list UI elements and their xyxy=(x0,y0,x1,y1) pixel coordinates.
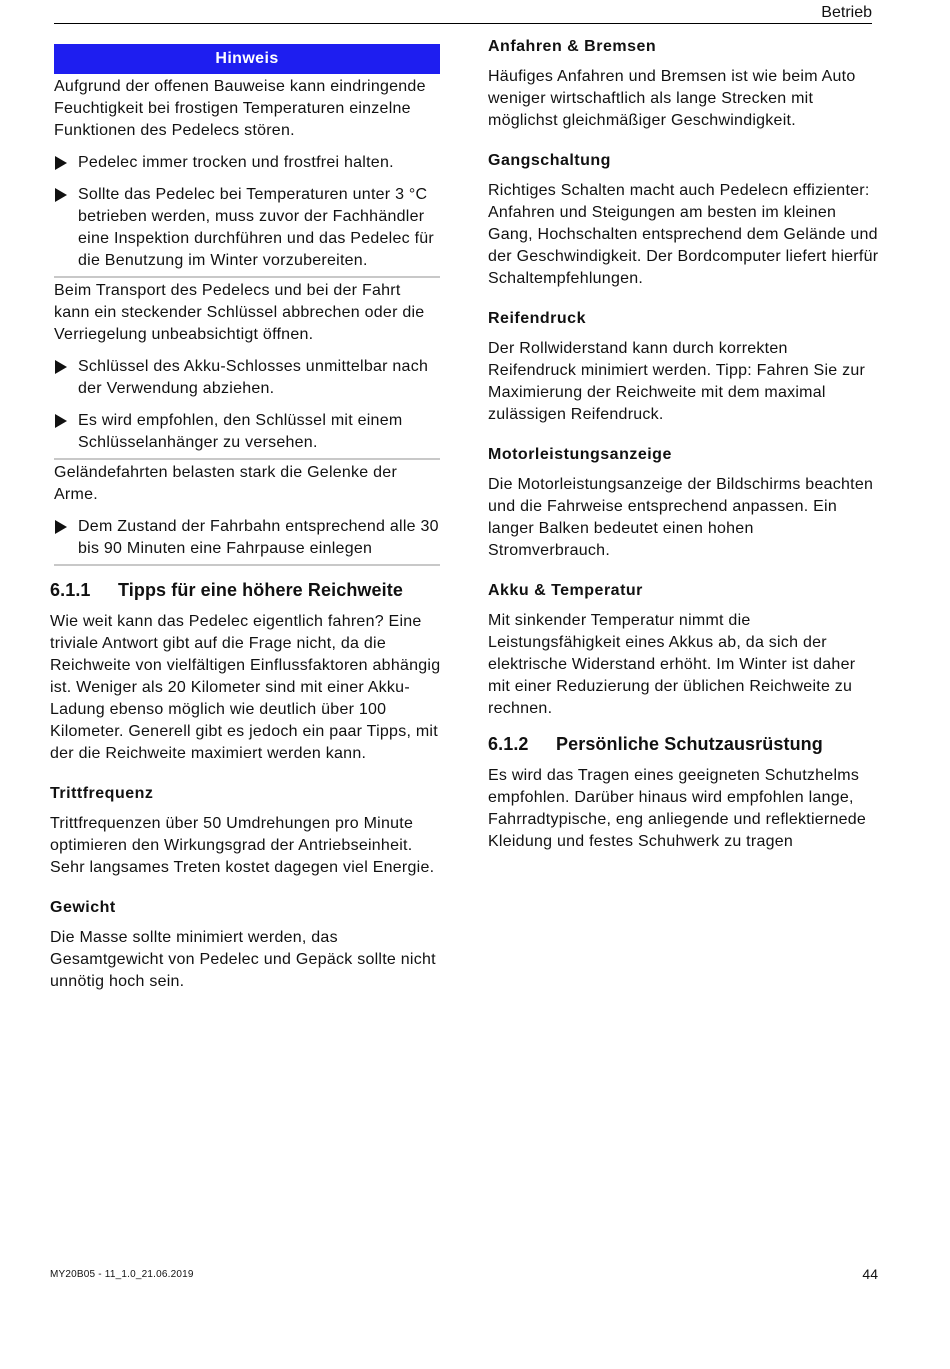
arrow-right-icon xyxy=(54,184,78,272)
tip-text: Der Rollwiderstand kann durch korrekten Reifendruck minimiert werden. Tipp: Fahren Sie zur Maximierung der Reichweite mit dem maximal zulässigen Reifendruck. xyxy=(488,340,866,423)
section-heading-6-1-1 xyxy=(50,580,442,601)
notice-section-terrain xyxy=(54,460,440,566)
footer-doc-id: MY20B05 - 11_1.0_21.06.2019 xyxy=(50,1269,194,1280)
notice-title: Hinweis xyxy=(54,44,440,74)
notice-box xyxy=(54,44,440,566)
bullet-text: Dem Zustand der Fahrbahn entsprechend alle 30 bis 90 Minuten eine Fahrpause einlegen xyxy=(78,518,439,557)
left-column xyxy=(50,44,442,1003)
notice-bullet xyxy=(54,184,440,272)
notice-bullet xyxy=(54,516,440,560)
tip-text: Die Masse sollte minimiert werden, das Gesamtgewicht von Pedelec und Gepäck sollte nicht unnötig hoch sein. xyxy=(50,929,436,990)
bullet-text: Es wird empfohlen, den Schlüssel mit einem Schlüsselanhänger zu versehen. xyxy=(78,412,403,451)
section-title: Tipps für eine höhere Reichweite xyxy=(118,580,403,600)
tip-heading: Gangschaltung xyxy=(488,152,611,169)
section-heading-6-1-2 xyxy=(488,734,880,755)
section-number: 6.1.2 xyxy=(488,734,529,754)
arrow-right-icon xyxy=(54,356,78,400)
tip-heading: Gewicht xyxy=(50,899,116,916)
arrow-right-icon xyxy=(54,516,78,560)
tip-text: Die Motorleistungsanzeige der Bildschirms beachten und die Fahrweise entsprechend anpassen. Ein langer Balken bedeutet einen hohen Stromverbrauch. xyxy=(488,476,874,559)
tip-text: Mit sinkender Temperatur nimmt die Leistungsfähigkeit eines Akkus ab, da sich der elektrische Widerstand erhöht. Im Winter ist daher mit einer Reduzierung der üblichen Reichweite zu rechnen. xyxy=(488,612,856,717)
footer-page-number: 44 xyxy=(862,1266,878,1282)
arrow-right-icon xyxy=(54,410,78,454)
section-intro: Wie weit kann das Pedelec eigentlich fahren? Eine triviale Antwort gibt auf die Frage nicht, da die Reichweite von vielfältigen Einflussfaktoren abhängig ist. Weniger als 20 Kilometer sind mit einer Akku-Ladung ebenso möglich wie deutlich über 100 Kilometer. Generell gibt es jedoch ein paar Tipps, mit der die Reichweite maximiert werden kann. xyxy=(50,613,441,762)
arrow-right-icon xyxy=(54,152,78,174)
bullet-text: Sollte das Pedelec bei Temperaturen unter 3 °C betrieben werden, muss zuvor der Fachhändler eine Inspektion durchführen und das Pedelec für die Benutzung im Winter vorzubereiten. xyxy=(78,186,434,269)
section-text: Es wird das Tragen eines geeigneten Schutzhelms empfohlen. Darüber hinaus wird empfohlen lange, Fahrradtypische, eng anliegende und reflektiernede Kleidung und festes Schuhwerk zu tragen xyxy=(488,767,867,850)
notice-text: Aufgrund der offenen Bauweise kann eindringende Feuchtigkeit bei frostigen Temperaturen einzelne Funktionen des Pedelecs stören. xyxy=(54,78,426,139)
notice-text: Geländefahrten belasten stark die Gelenke der Arme. xyxy=(54,464,398,503)
notice-bullet xyxy=(54,410,440,454)
bullet-text: Pedelec immer trocken und frostfrei halten. xyxy=(78,154,394,171)
tip-heading: Anfahren & Bremsen xyxy=(488,38,657,55)
notice-section-key xyxy=(54,278,440,460)
notice-bullet xyxy=(54,356,440,400)
tip-heading: Akku & Temperatur xyxy=(488,582,643,599)
tip-heading: Trittfrequenz xyxy=(50,785,154,802)
notice-text: Beim Transport des Pedelecs und bei der Fahrt kann ein steckender Schlüssel abbrechen oder die Verriegelung unbeabsichtigt öffnen. xyxy=(54,282,425,343)
tip-text: Trittfrequenzen über 50 Umdrehungen pro Minute optimieren den Wirkungsgrad der Antriebseinheit. Sehr langsames Treten kostet dagegen viel Energie. xyxy=(50,815,435,876)
bullet-text: Schlüssel des Akku-Schlosses unmittelbar nach der Verwendung abziehen. xyxy=(78,358,429,397)
header-chapter-title: Betrieb xyxy=(821,4,872,21)
section-number: 6.1.1 xyxy=(50,580,91,600)
tip-heading: Reifendruck xyxy=(488,310,586,327)
notice-section-frost xyxy=(54,74,440,278)
notice-bullet xyxy=(54,152,440,174)
tip-heading: Motorleistungsanzeige xyxy=(488,446,672,463)
section-title: Persönliche Schutzausrüstung xyxy=(556,734,823,754)
tip-text: Häufiges Anfahren und Bremsen ist wie beim Auto weniger wirtschaftlich als lange Strecken mit möglichst gleichmäßiger Geschwindigkeit. xyxy=(488,68,856,129)
tip-text: Richtiges Schalten macht auch Pedelecn effizienter: Anfahren und Steigungen am besten im kleinen Gang, Hochschalten entsprechend dem Gelände und der Geschwindigkeit. Der Bordcomputer liefert hierfür Schaltempfehlungen. xyxy=(488,182,879,287)
right-column xyxy=(488,38,880,863)
header-rule xyxy=(54,23,872,24)
